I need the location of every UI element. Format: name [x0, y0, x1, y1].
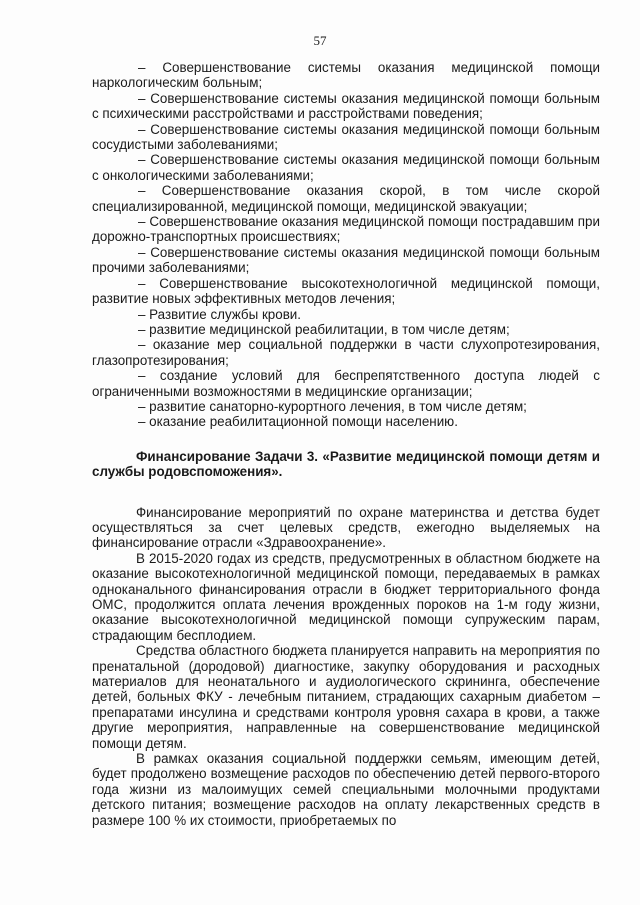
list-item: – Совершенствование оказания медицинской помощи пострадавшим при дорожно-транспортных происшествиях;	[92, 214, 600, 245]
list-item: – Совершенствование системы оказания медицинской помощи больным прочими заболеваниями;	[92, 244, 600, 276]
list-item: – Совершенствование высокотехнологичной медицинской помощи, развитие новых эффективных методов лечения;	[92, 275, 600, 307]
section-heading: Финансирование Задачи 3. «Развитие медицинской помощи детям и службы родовспоможения».	[92, 448, 600, 480]
list-item: – Совершенствование системы оказания медицинской помощи больным с онкологическими заболеваниями;	[92, 152, 600, 183]
page-number: 57	[313, 33, 327, 48]
measures-list	[92, 60, 600, 430]
list-item: – оказание реабилитационной помощи населению.	[138, 414, 458, 430]
page-content	[92, 60, 600, 828]
spacer	[92, 480, 600, 505]
list-item: – создание условий для беспрепятственного доступа людей с ограниченными возможностями в медицинские организации;	[92, 368, 600, 399]
body-paragraph: Финансирование мероприятий по охране материнства и детства будет осуществляться за счет целевых средств, ежегодно выделяемых на финансирование отрасли «Здравоохранение».	[92, 504, 600, 551]
list-item: – оказание мер социальной поддержки в части слухопротезирования, глазопротезирования;	[92, 337, 600, 368]
list-item: – Совершенствование оказания скорой, в том числе скорой специализированной, медицинской помощи, медицинской эвакуации;	[92, 183, 600, 214]
body-paragraph: В 2015-2020 годах из средств, предусмотренных в областном бюджете на оказание высокотехнологичной медицинской помощи, передаваемых в рамках одноканального финансирования отрасли в бюджет территориального фонда ОМС, продолжится оплата лечения врожденных пороков на 1-м году жизни, оказание высокотехнологичной медицинской помощи супружеским парам, страдающим бесплодием.	[92, 550, 600, 643]
list-item: – Совершенствование системы оказания медицинской помощи больным сосудистыми заболеваниями;	[92, 121, 600, 153]
list-item: – Развитие службы крови.	[138, 306, 302, 322]
body-paragraph: В рамках оказания социальной поддержки семьям, имеющим детей, будет продолжено возмещение расходов по обеспечению детей первого-второго года жизни из малоимущих семей специальными молочными продуктами детского питания; возмещение расходов на оплату лекарственных средств в размере 100 % их стоимости, приобретаемых по	[92, 751, 600, 828]
list-item: – Совершенствование системы оказания медицинской помощи наркологическим больным;	[92, 60, 600, 91]
body-paragraph: Средства областного бюджета планируется направить на мероприятия по пренатальной (дородовой) диагностике, закупку оборудования и расходных материалов для неонатального и аудиологического скрининга, обеспечение детей, больных ФКУ - лечебным питанием, страдающих сахарным диабетом – препаратами инсулина и средствами контроля уровня сахара в крови, а также другие мероприятия, направленные на совершенствование медицинской помощи детям.	[92, 643, 600, 751]
list-item: – развитие медицинской реабилитации, в том числе детям;	[138, 321, 510, 337]
list-item: – развитие санаторно-курортного лечения, в том числе детям;	[138, 398, 527, 414]
list-item: – Совершенствование системы оказания медицинской помощи больным с психическими расстройствами и расстройствами поведения;	[92, 90, 600, 122]
